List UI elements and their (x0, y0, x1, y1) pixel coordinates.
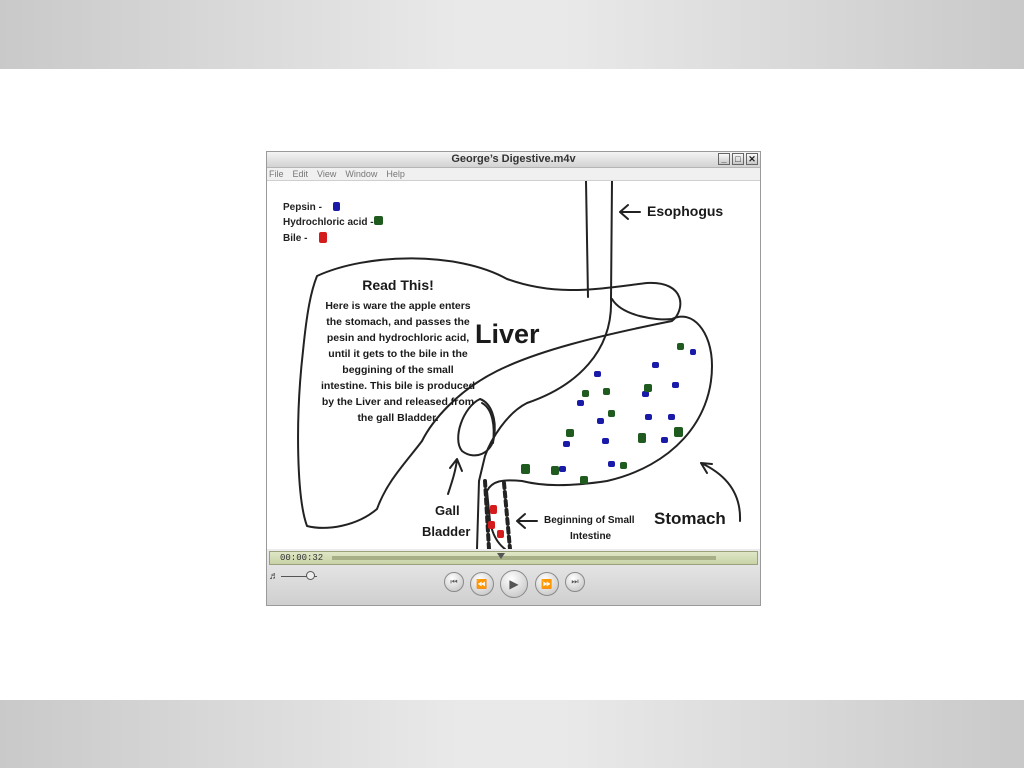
pepsin-dot (672, 382, 679, 388)
pepsin-dot (661, 437, 668, 443)
bile-dot (488, 521, 495, 529)
pepsin-dot (690, 349, 696, 355)
acid-dot (677, 343, 684, 350)
acid-dot (674, 427, 683, 437)
acid-dots (521, 343, 684, 484)
current-time: 00:00:32 (280, 553, 324, 563)
volume-slider-knob[interactable] (306, 571, 315, 580)
pepsin-dot (597, 418, 604, 424)
menu-file[interactable]: File (269, 169, 284, 179)
legend-pepsin-label: Pepsin - (283, 202, 322, 213)
skip-back-icon: ⏮ (450, 577, 458, 586)
speaker-icon[interactable]: ♬ (269, 571, 279, 582)
esophagus-label: Esophogus (647, 203, 724, 219)
acid-dot (638, 433, 646, 443)
acid-dot (582, 390, 589, 397)
gall-label: Gall (435, 503, 460, 518)
legend-acid-marker (374, 216, 383, 225)
esophagus-arrow-icon (620, 205, 640, 219)
rewind-icon: ⏪ (476, 578, 488, 589)
menu-window[interactable]: Window (345, 169, 378, 179)
pepsin-dots (559, 349, 696, 472)
title-bar[interactable] (267, 152, 760, 168)
read-this-line: pesin and hydrochloric acid, (326, 332, 470, 344)
acid-dot (580, 476, 588, 484)
read-this-line: the gall Bladder. (357, 412, 439, 424)
intestine-arrow-icon (517, 514, 537, 528)
acid-dot (566, 429, 574, 437)
header-band (0, 0, 1024, 69)
media-player-window (266, 151, 761, 606)
menu-edit[interactable]: Edit (292, 169, 309, 179)
read-this-line: until it gets to the bile in the (328, 348, 468, 360)
legend-acid-label: Hydrochloric acid - (283, 217, 374, 228)
bile-dot (497, 530, 504, 538)
pepsin-dot (602, 438, 609, 444)
window-title: George’s Digestive.m4v (451, 153, 576, 165)
read-this-line: intestine. This bile is produced (320, 380, 476, 392)
pepsin-dot (668, 414, 675, 420)
gall-bladder-arrow-icon (448, 459, 462, 494)
video-frame[interactable] (267, 181, 760, 549)
menu-bar (267, 168, 760, 181)
pepsin-dot (563, 441, 570, 447)
pepsin-dot (559, 466, 566, 472)
fast-forward-button[interactable] (535, 572, 559, 596)
rewind-button[interactable] (470, 572, 494, 596)
esophagus-shape (586, 181, 612, 299)
read-this-line: beggining of the small (342, 364, 454, 376)
pepsin-dot (652, 362, 659, 368)
legend-bile-marker (319, 232, 327, 243)
menu-help[interactable]: Help (386, 169, 405, 179)
bladder-label: Bladder (422, 524, 471, 539)
read-this-line: Here is ware the apple enters (325, 300, 471, 312)
play-button[interactable] (500, 570, 528, 598)
read-this-line: the stomach, and passes the (326, 316, 470, 328)
liver-label: Liver (475, 319, 540, 349)
skip-forward-button[interactable] (565, 572, 585, 592)
small-intestine-label-1: Beginning of Small (544, 515, 635, 526)
legend-pepsin-marker (333, 202, 340, 211)
read-this-line: by the Liver and released from (321, 396, 475, 408)
legend-bile-label: Bile - (283, 233, 308, 244)
fast-forward-icon: ⏩ (541, 578, 553, 589)
menu-view[interactable]: View (317, 169, 337, 179)
pepsin-dot (577, 400, 584, 406)
bile-dots (488, 505, 504, 538)
pepsin-dot (645, 414, 652, 420)
acid-dot (644, 384, 652, 392)
acid-dot (603, 388, 610, 395)
minimize-button[interactable]: _ (718, 153, 730, 165)
timeline-bar[interactable] (269, 551, 758, 565)
skip-back-button[interactable] (444, 572, 464, 592)
playhead-icon[interactable] (497, 553, 505, 559)
acid-dot (620, 462, 627, 469)
scrub-track[interactable] (332, 556, 716, 560)
maximize-button[interactable]: □ (732, 153, 744, 165)
stomach-label: Stomach (654, 509, 726, 528)
pepsin-dot (594, 371, 601, 377)
skip-forward-icon: ⏭ (571, 577, 579, 586)
play-icon: ▶ (509, 577, 519, 591)
acid-dot (551, 466, 559, 475)
read-this-body (307, 298, 489, 426)
bile-dot (490, 505, 497, 514)
acid-dot (521, 464, 530, 474)
read-this-note (307, 277, 489, 426)
pepsin-dot (608, 461, 615, 467)
player-controls (267, 549, 760, 605)
read-this-heading: Read This! (362, 277, 434, 293)
footer-band (0, 700, 1024, 768)
close-button[interactable]: ✕ (746, 153, 758, 165)
acid-dot (608, 410, 615, 417)
small-intestine-label-2: Intestine (570, 531, 612, 542)
